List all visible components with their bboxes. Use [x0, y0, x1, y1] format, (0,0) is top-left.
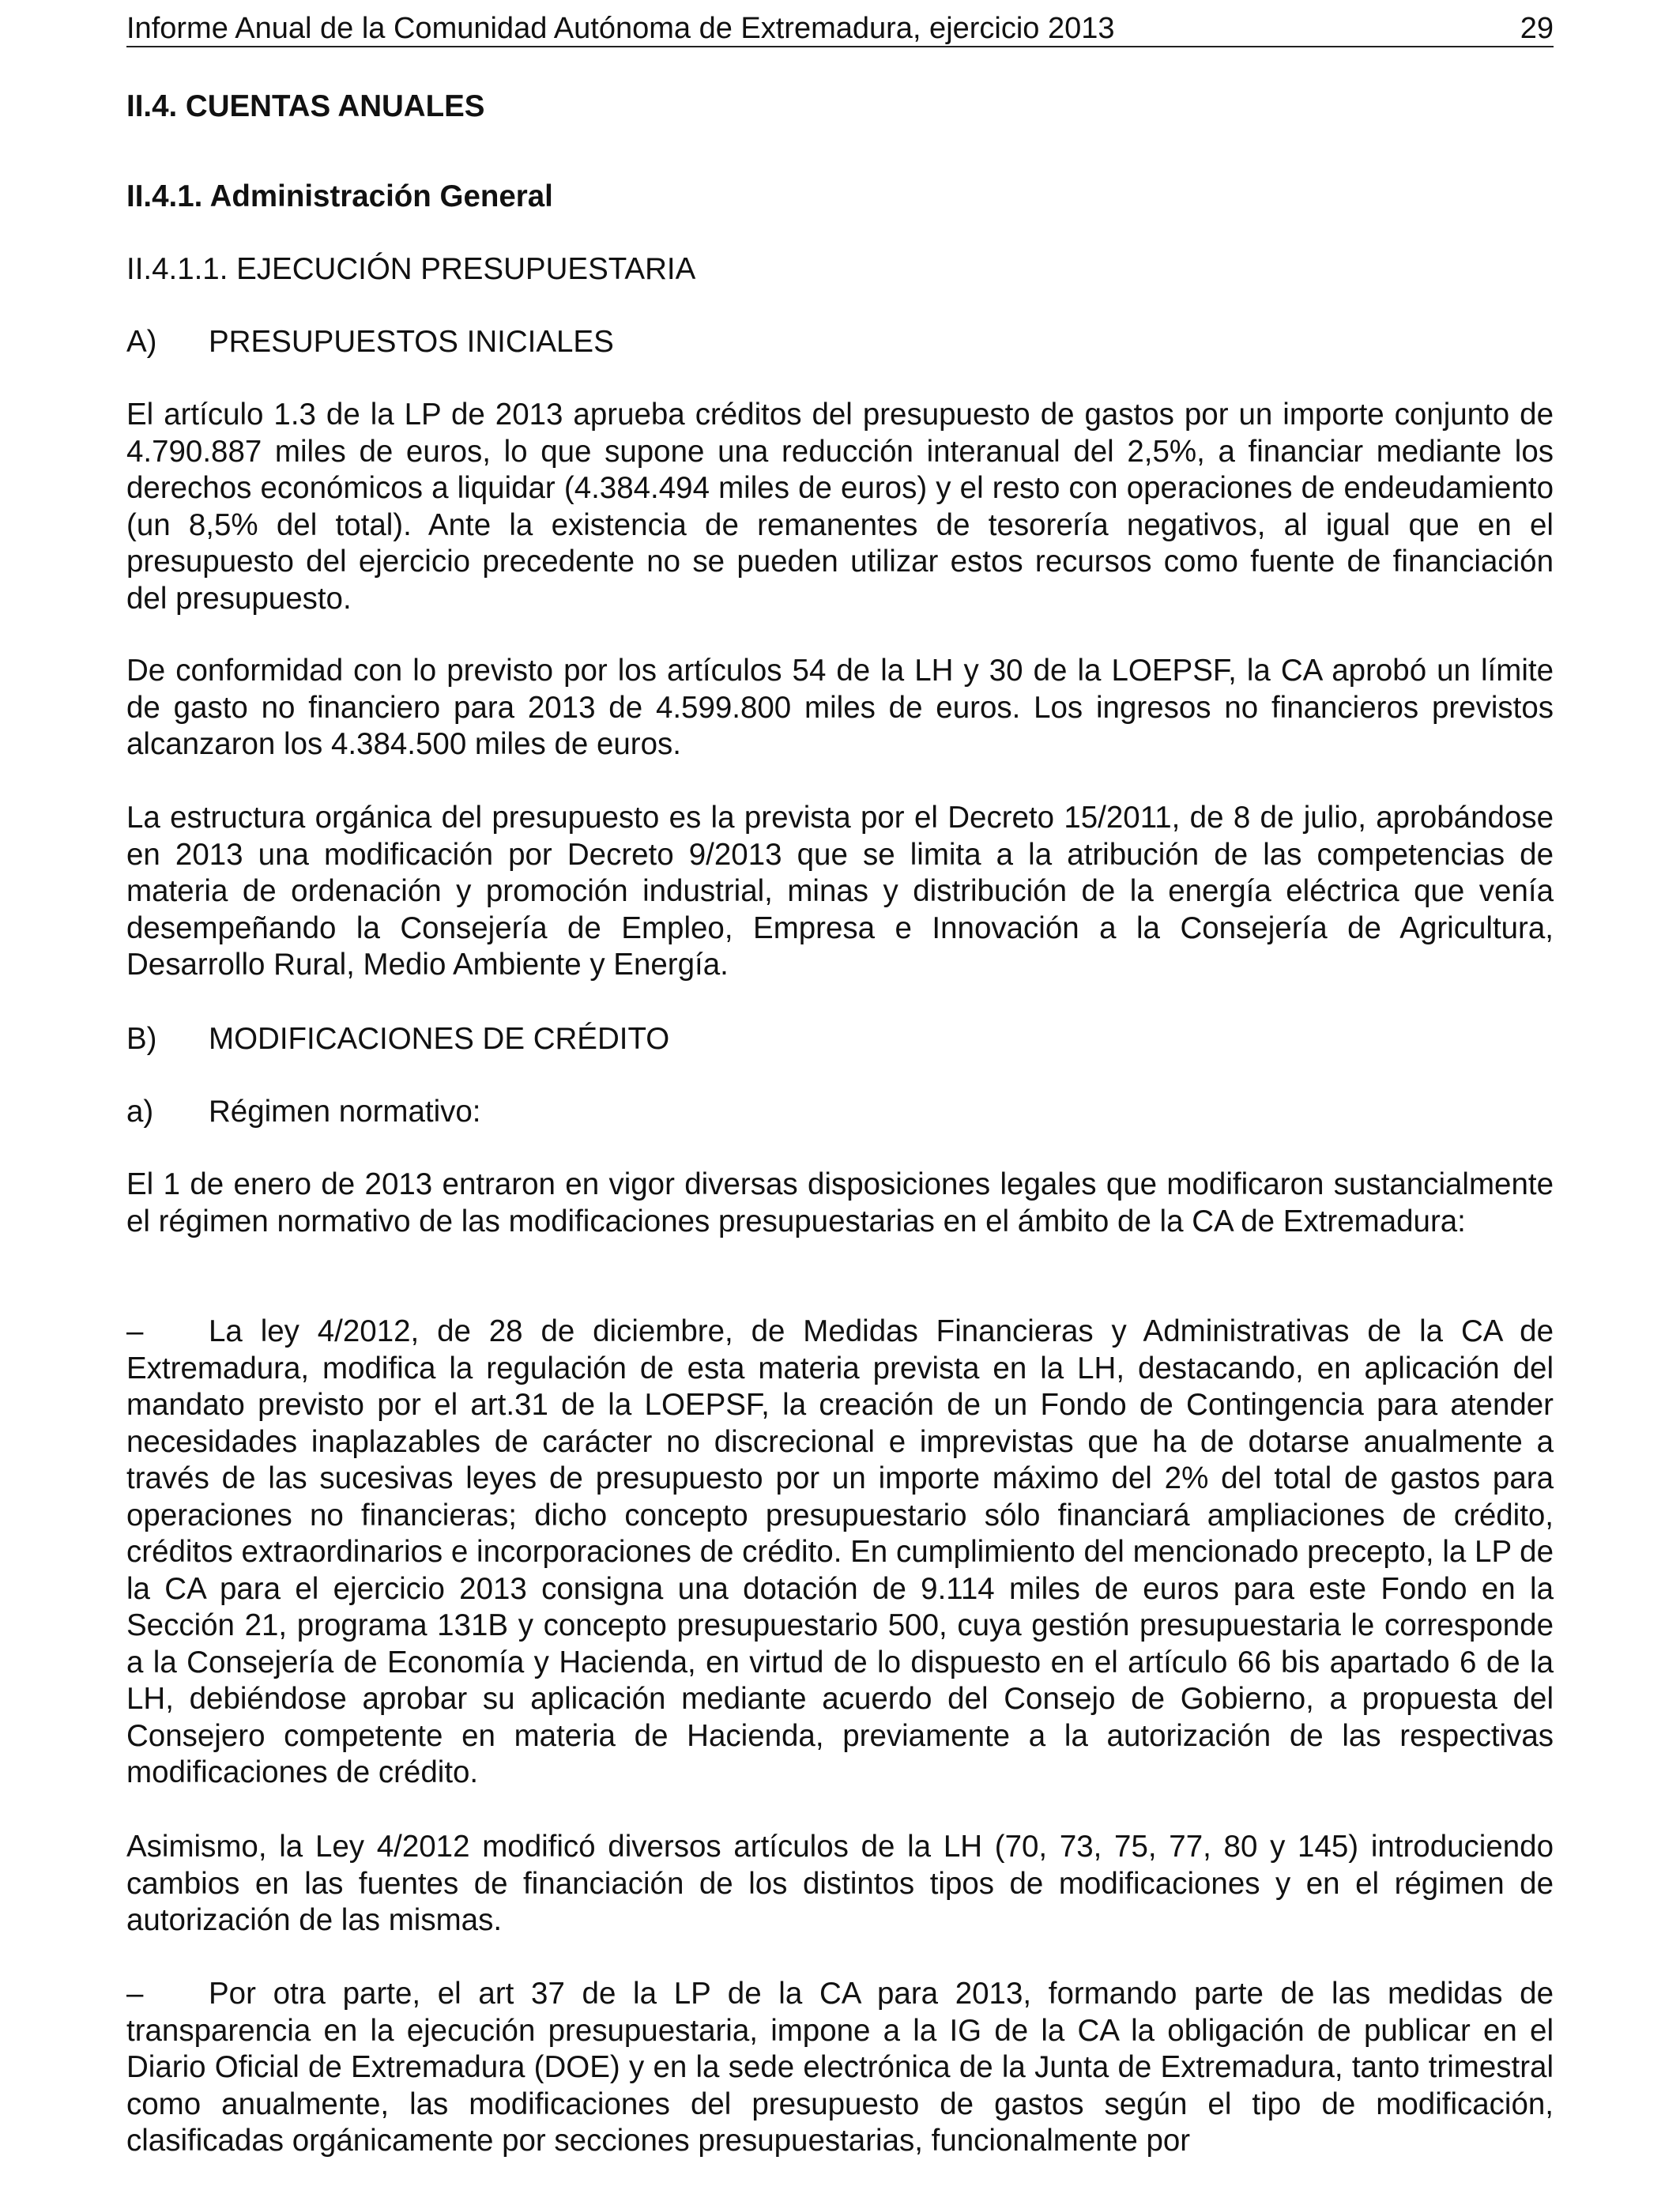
- bullet-text: Por otra parte, el art 37 de la LP de la CA para 2013, formando parte de las medidas de transparencia en la ejecución presupuestaria, impone a la IG de la CA la obligación de publicar en el Diario Oficial de Extremadura (DOE) y en la sede electrónica de la Junta de Extremadura, tanto trimestral como anualmente, las modificaciones del presupuesto de gastos según el tipo de modificación, clasificadas orgánicamente por secciones presupuestarias, funcionalmente por: [126, 1977, 1554, 2158]
- running-header: [126, 11, 1554, 47]
- bullet-text: La ley 4/2012, de 28 de diciembre, de Medidas Financieras y Administrativas de la CA de Extremadura, modifica la regulación de esta materia prevista en la LH, destacando, en aplicación del mandato previsto por el art.31 de la LOEPSF, la creación de un Fondo de Contingencia para atender necesidades inaplazables de carácter no discrecional e imprevistas que ha de dotarse anualmente a través de las sucesivas leyes de presupuesto por un importe máximo del 2% del total de gastos para operaciones no financieras; dicho concepto presupuestario sólo financiará ampliaciones de crédito, créditos extraordinarios e incorporaciones de crédito. En cumplimiento del mencionado precepto, la LP de la CA para el ejercicio 2013 consigna una dotación de 9.114 miles de euros para este Fondo en la Sección 21, programa 131B y concepto presupuestario 500, cuya gestión presupuestaria le corresponde a la Consejería de Economía y Hacienda, en virtud de lo dispuesto en el artículo 66 bis apartado 6 de la LH, debiéndose aprobar su aplicación mediante acuerdo del Consejo de Gobierno, a propuesta del Consejero competente en materia de Hacienda, previamente a la autorización de las respectivas modificaciones de crédito.: [126, 1314, 1554, 1789]
- subsection-title-a: PRESUPUESTOS INICIALES: [209, 325, 614, 359]
- page-number: 29: [1520, 12, 1554, 45]
- subsection-heading-ba: [126, 1094, 1554, 1131]
- section-heading-ii411: II.4.1.1. EJECUCIÓN PRESUPUESTARIA: [126, 252, 696, 286]
- subsection-label-ba: a): [126, 1095, 154, 1129]
- bullet-dash: –: [126, 1977, 144, 2011]
- paragraph-lh-articles: Asimismo, la Ley 4/2012 modificó diversos artículos de la LH (70, 73, 75, 77, 80 y 145) introduciendo cambios en las fuentes de financiación de los distintos tipos de modificaciones y en el régimen de autorización de las mismas.: [126, 1830, 1554, 1937]
- bullet-art-37: [126, 1976, 1554, 2160]
- paragraph-organic-structure: La estructura orgánica del presupuesto es la prevista por el Decreto 15/2011, de 8 de julio, aprobándose en 2013 una modificación por Decreto 9/2013 que se limita a la atribución de las competencias de materia de ordenación y promoción industrial, minas y distribución de la energía eléctrica que venía desempeñando la Consejería de Empleo, Empresa e Innovación a la Consejería de Agricultura, Desarrollo Rural, Medio Ambiente y Energía.: [126, 801, 1554, 982]
- paragraph-regulatory-changes: El 1 de enero de 2013 entraron en vigor diversas disposiciones legales que modificaron sustancialmente el régimen normativo de las modificaciones presupuestarias en el ámbito de la CA de Extremadura:: [126, 1167, 1554, 1238]
- section-heading-ii4: II.4. CUENTAS ANUALES: [126, 89, 485, 123]
- bullet-dash: –: [126, 1314, 144, 1348]
- bullet-ley-4-2012: [126, 1314, 1554, 1792]
- subsection-title-b: MODIFICACIONES DE CRÉDITO: [209, 1022, 670, 1056]
- subsection-label-b: B): [126, 1022, 157, 1056]
- report-title: Informe Anual de la Comunidad Autónoma de Extremadura, ejercicio 2013: [126, 12, 1115, 45]
- subsection-heading-b: [126, 1021, 1554, 1058]
- section-heading-ii41: II.4.1. Administración General: [126, 179, 553, 213]
- subsection-heading-a: [126, 324, 1554, 361]
- subsection-title-ba: Régimen normativo:: [209, 1095, 481, 1129]
- paragraph-spending-limit: De conformidad con lo previsto por los artículos 54 de la LH y 30 de la LOEPSF, la CA aprobó un límite de gasto no financiero para 2013 de 4.599.800 miles de euros. Los ingresos no financieros previstos alcanzaron los 4.384.500 miles de euros.: [126, 654, 1554, 761]
- subsection-label-a: A): [126, 325, 157, 359]
- paragraph-initial-budget: El artículo 1.3 de la LP de 2013 aprueba créditos del presupuesto de gastos por un importe conjunto de 4.790.887 miles de euros, lo que supone una reducción interanual del 2,5%, a financiar mediante los derechos económicos a liquidar (4.384.494 miles de euros) y el resto con operaciones de endeudamiento (un 8,5% del total). Ante la existencia de remanentes de tesorería negativos, al igual que en el presupuesto del ejercicio precedente no se pueden utilizar estos recursos como fuente de financiación del presupuesto.: [126, 398, 1554, 616]
